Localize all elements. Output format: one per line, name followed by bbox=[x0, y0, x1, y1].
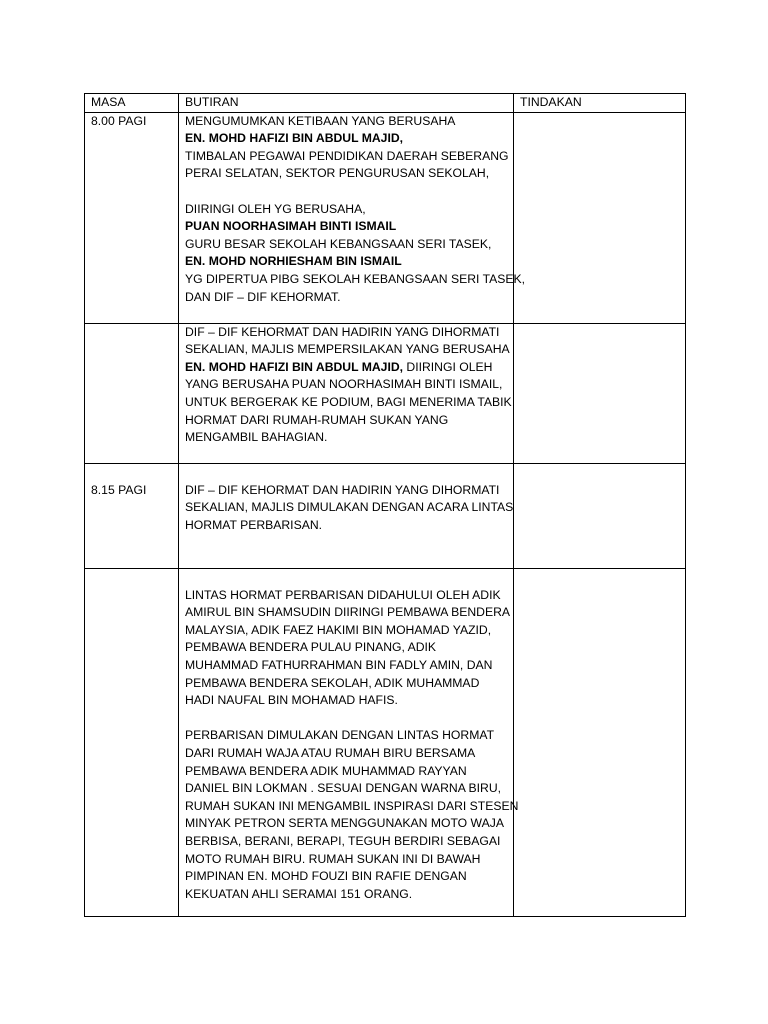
detail-line: MALAYSIA, ADIK FAEZ HAKIMI BIN MOHAMAD YAZID, bbox=[185, 622, 492, 637]
detail-line-name: EN. MOHD NORHIESHAM BIN ISMAIL bbox=[185, 254, 402, 269]
detail-line: UNTUK BERGERAK KE PODIUM, BAGI MENERIMA TABIK bbox=[185, 394, 512, 409]
detail-line: AMIRUL BIN SHAMSUDIN DIIRINGI PEMBAWA BENDERA bbox=[185, 605, 511, 620]
row-time bbox=[85, 568, 179, 916]
table-row bbox=[85, 568, 686, 916]
detail-line: MUHAMMAD FATHURRAHMAN BIN FADLY AMIN, DAN bbox=[185, 657, 493, 672]
table-row bbox=[85, 463, 686, 568]
row-action bbox=[514, 323, 686, 463]
paragraph-gap bbox=[185, 183, 507, 201]
detail-line: MOTO RUMAH BIRU. RUMAH SUKAN INI DI BAWAH bbox=[185, 851, 481, 866]
detail-line: KEKUATAN AHLI SERAMAI 151 ORANG. bbox=[185, 886, 413, 901]
detail-line: TIMBALAN PEGAWAI PENDIDIKAN DAERAH SEBERANG bbox=[185, 148, 509, 163]
row-action bbox=[514, 463, 686, 568]
detail-line: GURU BESAR SEKOLAH KEBANGSAAN SERI TASEK, bbox=[185, 236, 492, 251]
detail-line: YG DIPERTUA PIBG SEKOLAH KEBANGSAAN SERI TASEK, bbox=[185, 271, 526, 286]
detail-line: HORMAT PERBARISAN. bbox=[185, 517, 323, 532]
detail-line: SEKALIAN, MAJLIS DIMULAKAN DENGAN ACARA LINTAS bbox=[185, 500, 514, 515]
detail-line: DIIRINGI OLEH YG BERUSAHA, bbox=[185, 201, 366, 216]
detail-line: DARI RUMAH WAJA ATAU RUMAH BIRU BERSAMA bbox=[185, 745, 476, 760]
detail-line: PEMBAWA BENDERA SEKOLAH, ADIK MUHAMMAD bbox=[185, 675, 480, 690]
detail-line: PEMBAWA BENDERA ADIK MUHAMMAD RAYYAN bbox=[185, 763, 467, 778]
row-time bbox=[85, 463, 179, 568]
detail-line: BERBISA, BERANI, BERAPI, TEGUH BERDIRI SEBAGAI bbox=[185, 833, 501, 848]
row-time-text: 8.15 PAGI bbox=[91, 482, 147, 497]
paragraph-gap bbox=[185, 464, 507, 482]
detail-line-name: EN. MOHD HAFIZI BIN ABDUL MAJID, bbox=[185, 131, 404, 146]
detail-line: PEMBAWA BENDERA PULAU PINANG, ADIK bbox=[185, 640, 437, 655]
detail-line: MINYAK PETRON SERTA MENGGUNAKAN MOTO WAJA bbox=[185, 816, 504, 831]
detail-line: DIF – DIF KEHORMAT DAN HADIRIN YANG DIHORMATI bbox=[185, 324, 500, 339]
table-row bbox=[85, 323, 686, 463]
paragraph-gap bbox=[185, 710, 507, 728]
detail-name: EN. MOHD HAFIZI BIN ABDUL MAJID, bbox=[185, 359, 404, 374]
header-masa: MASA bbox=[85, 94, 179, 113]
detail-line: DAN DIF – DIF KEHORMAT. bbox=[185, 289, 341, 304]
detail-line: HORMAT DARI RUMAH-RUMAH SUKAN YANG bbox=[185, 412, 449, 427]
program-table bbox=[84, 93, 686, 917]
detail-line: HADI NAUFAL BIN MOHAMAD HAFIS. bbox=[185, 693, 398, 708]
row-details bbox=[179, 112, 526, 323]
detail-line: PERAI SELATAN, SEKTOR PENGURUSAN SEKOLAH, bbox=[185, 166, 490, 181]
row-action bbox=[514, 112, 686, 323]
row-details bbox=[179, 568, 519, 916]
paragraph-gap bbox=[185, 569, 507, 587]
detail-line: SEKALIAN, MAJLIS MEMPERSILAKAN YANG BERUSAHA bbox=[185, 342, 510, 357]
detail-line: YANG BERUSAHA PUAN NOORHASIMAH BINTI ISMAIL, bbox=[185, 377, 503, 392]
detail-line: DIF – DIF KEHORMAT DAN HADIRIN YANG DIHORMATI bbox=[185, 482, 500, 497]
row-time: 8.00 PAGI bbox=[85, 112, 179, 323]
row-time bbox=[85, 323, 179, 463]
header-butiran: BUTIRAN bbox=[179, 94, 514, 113]
detail-line: MENGUMUMKAN KETIBAAN YANG BERUSAHA bbox=[185, 113, 456, 128]
row-action bbox=[514, 568, 686, 916]
detail-line: PIMPINAN EN. MOHD FOUZI BIN RAFIE DENGAN bbox=[185, 869, 467, 884]
paragraph-gap bbox=[91, 464, 172, 482]
detail-line-name: PUAN NOORHASIMAH BINTI ISMAIL bbox=[185, 219, 397, 234]
detail-line: MENGAMBIL BAHAGIAN. bbox=[185, 430, 328, 445]
table-header-row bbox=[85, 94, 686, 113]
detail-line: DANIEL BIN LOKMAN . SESUAI DENGAN WARNA BIRU, bbox=[185, 781, 502, 796]
row-details bbox=[179, 463, 514, 568]
table-row bbox=[85, 112, 686, 323]
row-details bbox=[179, 323, 514, 463]
detail-line: PERBARISAN DIMULAKAN DENGAN LINTAS HORMAT bbox=[185, 728, 495, 743]
detail-line-mixed bbox=[185, 359, 507, 377]
detail-line: RUMAH SUKAN INI MENGAMBIL INSPIRASI DARI STESEN bbox=[185, 798, 519, 813]
header-tindakan: TINDAKAN bbox=[514, 94, 686, 113]
detail-line: LINTAS HORMAT PERBARISAN DIDAHULUI OLEH ADIK bbox=[185, 587, 501, 602]
detail-text: DIIRINGI OLEH bbox=[403, 359, 493, 374]
